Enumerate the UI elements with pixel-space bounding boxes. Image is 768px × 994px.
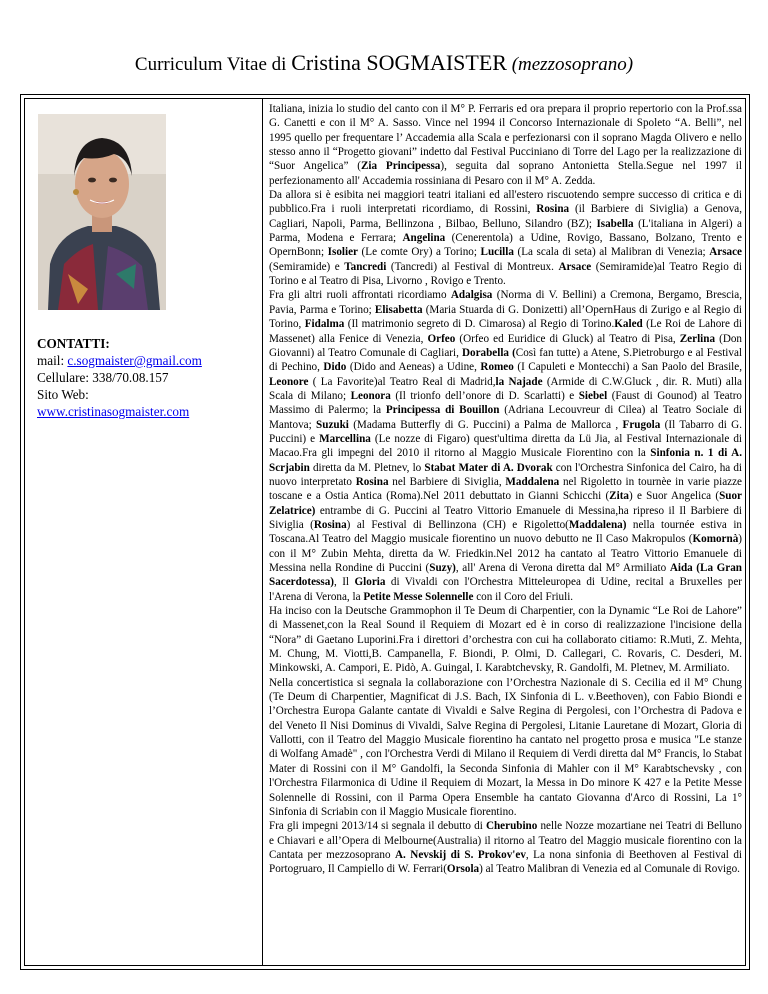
role-highlight: Suzy)	[429, 562, 456, 574]
bio-text: (Dido and Aeneas) a Udine,	[346, 361, 481, 374]
role-highlight: Gloria	[354, 576, 386, 589]
role-highlight: A. Nevskij di S. Prokov'ev	[394, 848, 526, 861]
role-highlight: Dorabella (	[461, 346, 516, 359]
role-highlight: Fidalma	[304, 318, 345, 331]
bio-text: (Norma di V. Bellini) a Cremona, Bergamo, Brescia, Pavia, Parma e Torino;	[269, 289, 742, 316]
bio-text: nelle Nozze mozartiane nei Teatri di Belluno e Chiavari e all’Opera di Melbourne(Australia) il ritorno al Teatro del Maggio musicale fiorentino con la Cantata per mezzosoprano	[269, 820, 742, 861]
role-highlight: Rosina	[536, 203, 570, 216]
bio-text: Così fan tutte) a Atene, S.Pietroburgo e al Festival di Pechino,	[269, 346, 742, 374]
voice-type: (mezzosoprano)	[511, 54, 634, 75]
bio-text: (il Barbiere di Siviglia) a Genova, Cagliari, Napoli, Parma, Bellinzona , Bilbao, Belluno, Silandro (BZ);	[269, 203, 742, 230]
role-highlight: Romeo	[480, 361, 514, 374]
phone-line: Cellulare: 338/70.08.157	[37, 370, 169, 385]
bio-text: , Il	[333, 576, 355, 589]
role-highlight: Maddalena	[505, 475, 560, 488]
bio-text: Ha inciso con la Deutsche Grammophon il Te Deum di Charpentier, con la Dynamic “Le Roi de Lahore” di Massenet,con la Real Sound il Requiem di Mozart ed è in corso di realizzazione l'incisione della “Nora” di Gaetano Luporini.Fra i direttori d’orchestra con cui ha collaborato citiamo: R.Muti, Z. Mehta, M. Chung, M. Viotti,B. Campanella, F. Biondi, P. Olmi, D. Callegari, C. Rovaris, C. Desderi, M. Minkowski, A. Campori, E. Pidò, A. Guingal, I. Karabtchevsky, R. Gandolfi, M. Pletnev, M. Armiliato.	[269, 605, 742, 675]
website-link[interactable]: www.cristinasogmaister.com	[37, 404, 190, 419]
bio-paragraph	[269, 604, 742, 676]
contacts-block	[37, 335, 202, 420]
role-highlight: Marcellina	[319, 432, 371, 445]
bio-text: diretta da M. Pletnev, lo	[309, 461, 425, 474]
singer-name: Cristina SOGMAISTER	[291, 50, 507, 75]
bio-text: ), seguita dal soprano Antonietta Stella.Segue nel 1997 il perfezionamento all' Accademia rossiniana di Pesaro con il M° A. Zedda.	[269, 160, 742, 187]
role-highlight: Stabat Mater di A. Dvorak	[424, 461, 553, 474]
role-highlight: Arsace	[709, 246, 742, 259]
bio-text: Italiana, inizia lo studio del canto con il M° P. Ferraris ed ora prepara il proprio repertorio con la Prof.ssa G. Canetti e con il M° A. Sasso. Vince nel 1994 il Concorso Internazionale di Spoleto “A. Belli”, nel 1995 quello per frequentare l’ Accademia alla Scala e perfezionarsi con il soprano Magda Olivero e nello stesso anno il “Progetto giovani” indetto dal Festival Pucciniano di Torre del Lago per la realizzazione di “Suor Angelica” (	[269, 103, 742, 173]
bio-paragraph	[269, 819, 742, 876]
bio-paragraph	[269, 188, 742, 288]
bio-text: (Cenerentola) a Udine, Rovigo, Bassano, Bolzano, Trento e OpernBonn;	[269, 232, 743, 259]
bio-text: (Don Giovanni) al Teatro Comunale di Cagliari,	[269, 332, 743, 359]
bio-text: nel Rigoletto in tournèe in varie piazze toscane e a Ostia Antica (Roma).Nel 2011 debuttato in Gianni Schicchi (	[269, 475, 742, 503]
bio-text: (Le Roi de Lahore di Massenet) alla Fenice di Venezia,	[269, 318, 742, 345]
bio-text: (Tancredi) al Festival di Montreux.	[386, 260, 559, 273]
role-highlight: Angelina	[402, 232, 446, 245]
bio-text: ) al Festival di Bellinzona (CH) e Rigoletto(	[346, 518, 569, 531]
role-highlight: Zita	[609, 490, 629, 503]
role-highlight: Zia Principessa	[360, 160, 441, 173]
bio-text: (Le comte Ory) a Torino;	[357, 246, 481, 259]
role-highlight: Rosina	[313, 518, 347, 531]
bio-text: ) al Teatro Malibran di Venezia ed al Comunale di Rovigo.	[479, 863, 740, 876]
mail-line	[37, 352, 202, 369]
role-highlight: Petite Messe Solennelle	[363, 590, 474, 603]
role-highlight: Tancredi	[344, 260, 387, 273]
contacts-heading: CONTATTI:	[37, 336, 110, 351]
role-highlight: Frugola	[622, 418, 661, 431]
bio-text: (Semiramide) e	[269, 260, 345, 273]
role-highlight: Adalgisa	[450, 289, 493, 302]
portrait-photo	[38, 114, 166, 310]
title-prefix: Curriculum Vitae di	[134, 54, 287, 75]
bio-text: ( La Favorite)al Teatro Real di Madrid,	[308, 375, 496, 388]
cv-table-inner	[24, 98, 746, 966]
bio-text: (La scala di seta) al Malibran di Venezia;	[513, 246, 710, 259]
document-title	[0, 50, 768, 76]
role-highlight: la Najade	[495, 375, 543, 388]
bio-text: Fra gli altri ruoli affrontati ricordiamo	[269, 289, 451, 302]
cv-table	[20, 94, 750, 970]
role-highlight: Sinfonia n. 1 di A. Scrjabin	[269, 447, 743, 474]
bio-text: (Semiramide)al Teatro Regio di Torino e al Teatro di Pisa, Livorno , Rovigo e Trento.	[269, 260, 742, 288]
bio-text: (Le nozze di Figaro) quest'ultima diretta da Lü Jia, al Festival Internazionale di Macao.Fra gli impegni del 2010 il ritorno al Maggio Musicale Fiorentino con la	[269, 432, 742, 460]
role-highlight: Siebel	[578, 389, 608, 402]
bio-text: entrambe di G. Puccini al Teatro Vittorio Emanuele di Messina,ha ripreso il Il Barbiere di Siviglia (	[269, 504, 742, 531]
role-highlight: Orfeo	[427, 332, 456, 345]
bio-text: ) con il M° Zubin Mehta, diretta da W. Friedkin.Nel 2012 ha cantato al Teatro Vittorio Emanuele di Messina nella Rondine di Puccini (	[269, 533, 742, 574]
website-label: Sito Web:	[37, 387, 89, 402]
bio-text: (I Capuleti e Montecchi) a San Paolo del Brasile,	[513, 361, 743, 374]
role-highlight: Leonora	[350, 389, 391, 402]
role-highlight: Elisabetta	[374, 303, 423, 316]
role-highlight: Suor Zelatrice)	[269, 490, 742, 517]
bio-text: ) e Suor Angelica (	[628, 490, 720, 503]
role-highlight: Cherubino	[485, 820, 538, 833]
role-highlight: Isolier	[327, 246, 358, 259]
bio-text: (Madama Butterfly di G. Puccini) a Palma de Mallorca ,	[348, 418, 623, 431]
bio-text: (Faust di Gounod) al Teatro Massimo di Palermo; la	[269, 389, 742, 417]
role-highlight: Aida (La Gran Sacerdotessa)	[269, 562, 742, 589]
role-highlight: Isabella	[596, 217, 634, 230]
bio-text: (L'italiana in Algeri) a Parma, Modena e Ferrara;	[269, 217, 742, 245]
role-highlight: Arsace	[558, 260, 592, 273]
email-link[interactable]: c.sogmaister@gmail.com	[67, 353, 202, 368]
bio-text: , La nona sinfonia di Beethoven al Festival di Portogruaro, Il Campiello di W. Ferrari(	[269, 848, 742, 876]
bio-text: (Adriana Lecouvreur di Cilea) al Teatro Sociale di Mantova;	[269, 404, 742, 431]
bio-text: (Il trionfo dell’onore di D. Scarlatti) e	[390, 389, 579, 402]
role-highlight: Rosina	[355, 475, 389, 488]
bio-text: Fra gli impegni 2013/14 si segnala il debutto di	[269, 820, 486, 833]
role-highlight: Maddalena)	[568, 518, 627, 531]
bio-text: Nella concertistica si segnala la collaborazione con l’Orchestra Nazionale di S. Cecilia ed il M° Chung (Te Deum di Charpentier, Magnificat di J.S. Bach, IX Sinfonia di L. v.Beethoven), con Fabio Biondi e l’Orchestra Europa Galante cantate di Vivaldi e Salve Regina di Pergolesi, con l’Orchestra di Padova e del Veneto Il Nisi Dominus di Vivaldi, Salve Regina di Pergolesi, Litanie Lauretane di Mozart, Gloria di Vallotti, con il Teatro del Maggio Musicale fiorentino ha cantato nel progetto prosa e musica "Le stanze di Wolfang Amadè" , con l'Orchestra Verdi di Milano il Requiem di Verdi diretta dal M° Francis, lo Stabat Mater di Rossini con il M° Gandolfi, la Seconda Sinfonia di Mahler con il M° Karabtschevsky , con l'Orchestra Filarmonica di Udine il Requiem di Mozart, la Messa in Do minore K 427 e la Petite Messe Solennelle di Rossini, con il Parma Opera Ensemble ha cantato Giovanna d'Arco di Rossini, La 1° Sinfonia di Scriabin con il Maggio Musicale fiorentino.	[269, 676, 742, 818]
mail-label: mail:	[37, 353, 65, 368]
bio-text: Da allora si è esibita nei maggiori teatri italiani ed all'estero riscuotendo sempre successo di critica e di pubblico.Fra i ruoli interpretati ricordiamo, di Rossini,	[269, 189, 742, 216]
role-highlight: Zerlina	[679, 332, 716, 345]
role-highlight: Komornà	[692, 533, 739, 546]
bio-text: nel Barbiere di Siviglia,	[388, 475, 506, 488]
role-highlight: Principessa di Bouillon	[385, 404, 500, 417]
bio-text: (Il Tabarro di G. Puccini) e	[269, 418, 742, 445]
role-highlight: Lucilla	[480, 246, 514, 259]
portrait-illustration	[38, 114, 166, 310]
role-highlight: Kaled	[614, 318, 643, 331]
bio-paragraph	[269, 676, 742, 819]
role-highlight: Suzuki	[316, 418, 349, 431]
left-column	[25, 99, 263, 965]
bio-text: con l'Orchestra Sinfonica del Cairo, ha di nuovo interpretato	[269, 461, 743, 488]
bio-text: con il Coro del Friuli.	[473, 590, 574, 603]
bio-text: (Armide di C.W.Gluck , dir. R. Muti) alla Scala di Milano;	[269, 375, 742, 402]
bio-paragraph	[269, 102, 742, 188]
bio-text: , all' Arena di Verona diretta dal M° Armiliato	[455, 562, 670, 574]
bio-text: (Orfeo ed Euridice di Gluck) al Teatro di Pisa,	[455, 332, 680, 345]
bio-text: (Maria Stuarda di G. Donizetti) all’OpernHaus di Zurigo e al Regio di Torino,	[269, 303, 742, 331]
bio-text: nella tournée estiva in Toscana.Al Teatro del Maggio musicale fiorentino un nuovo debutto ne Il Caso Makropulos (	[269, 518, 742, 546]
biography-column	[263, 99, 745, 965]
role-highlight: Leonore	[269, 375, 309, 388]
bio-text: (Il matrimonio segreto di D. Cimarosa) al Regio di Torino.	[344, 318, 615, 331]
role-highlight: Orsola	[446, 863, 480, 876]
bio-paragraph	[269, 288, 742, 604]
role-highlight: Dido	[323, 361, 347, 374]
bio-text: di Vivaldi con l'Orchestra Mitteleuropea di Udine, recital a Bruxelles per l'Arena di Verona, la	[269, 576, 742, 603]
